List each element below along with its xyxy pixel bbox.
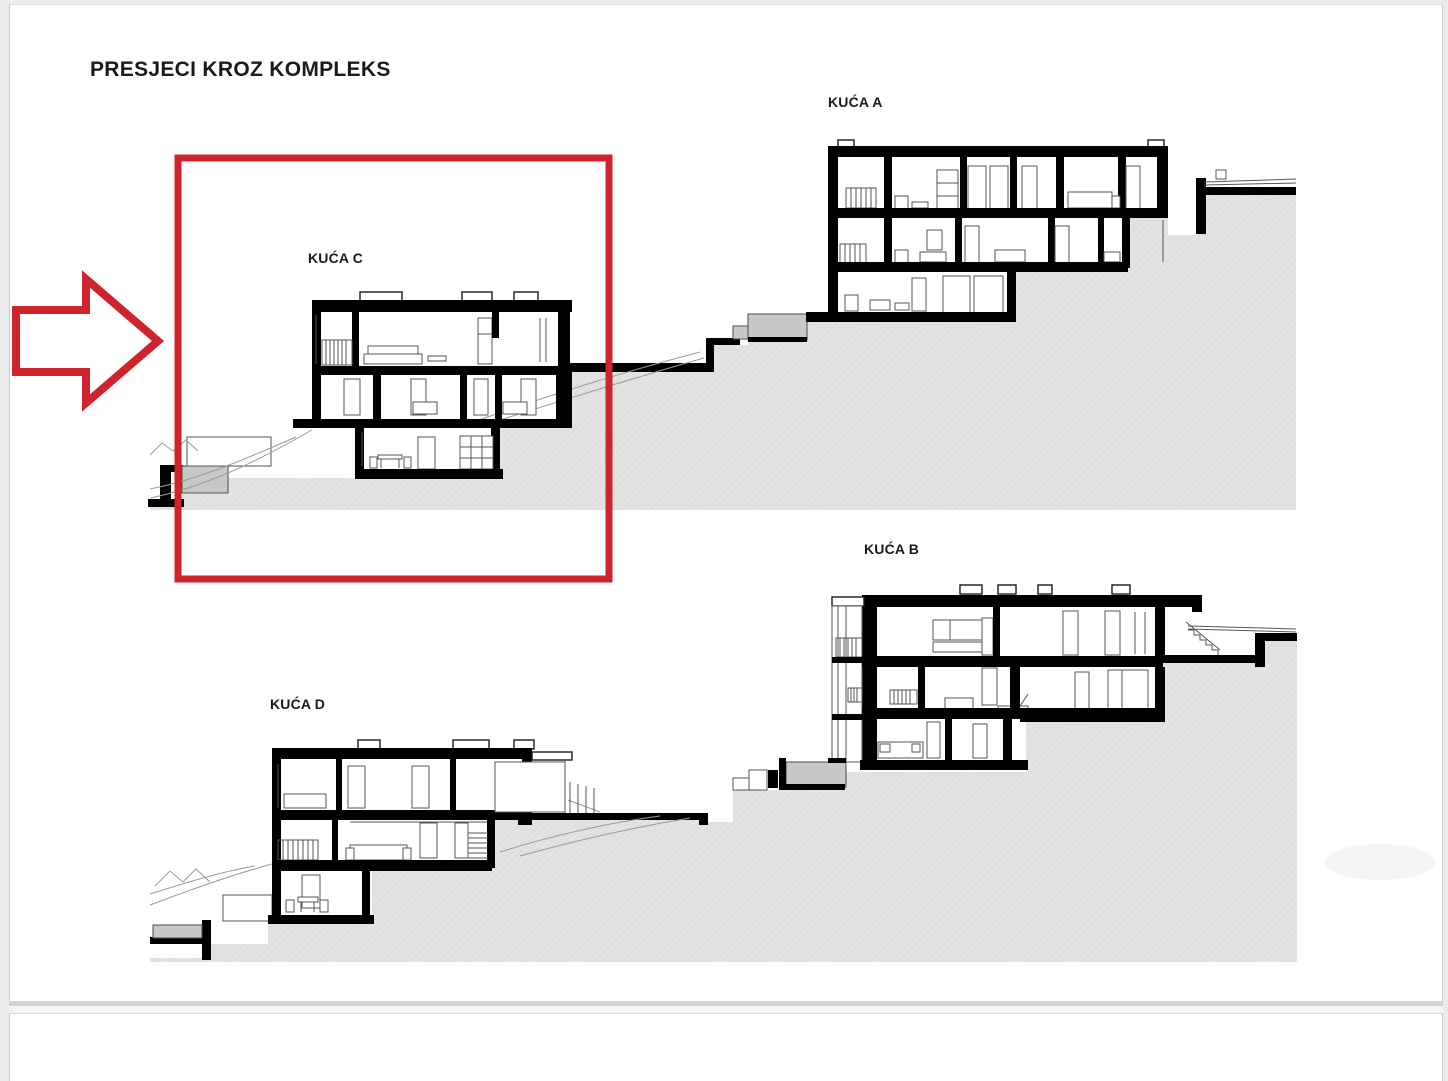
balcony-railing [846,188,876,208]
table-chairs [370,455,411,468]
bed-closet [933,620,982,652]
label-kuca-c: KUĆA C [308,250,364,266]
balcony-railing [840,244,866,264]
sofa [346,845,411,860]
interior-stairs [468,833,488,858]
sofa [364,346,446,364]
balcony-railing [278,840,318,860]
balcony-annex [828,597,864,763]
page-title: PRESJECI KROZ KOMPLEKS [90,58,391,81]
page-smudge [1325,844,1435,880]
balcony-railing [322,340,352,365]
bed [878,742,923,758]
label-kuca-b: KUĆA B [864,541,920,557]
balcony-railing [890,690,917,704]
closet-grid [460,436,493,469]
label-kuca-a: KUĆA A [828,94,883,110]
label-kuca-d: KUĆA D [270,696,326,712]
shelf-unit [937,170,958,209]
red-right-arrow-icon [16,279,158,403]
